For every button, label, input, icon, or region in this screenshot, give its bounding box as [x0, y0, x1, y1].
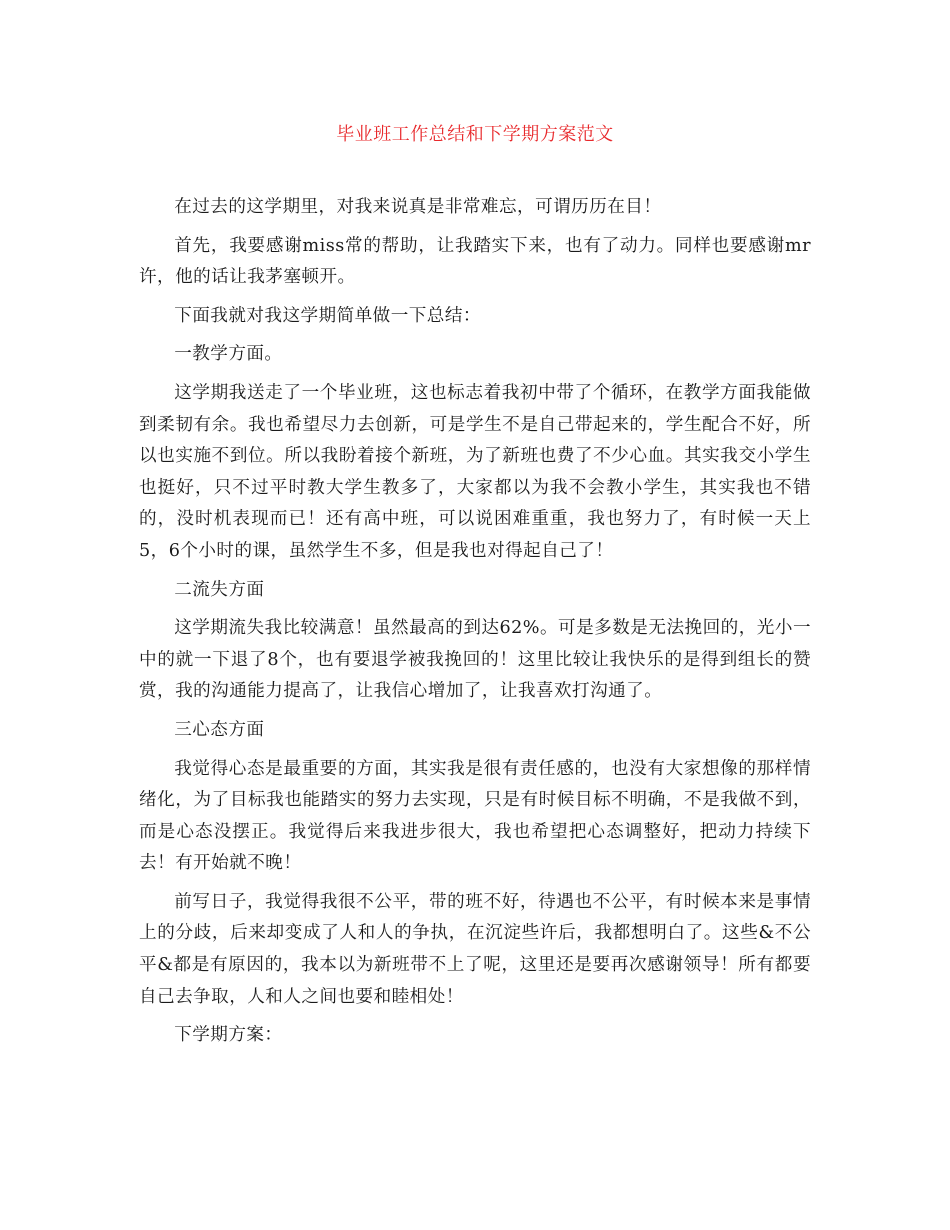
paragraph-attrition: 这学期流失我比较满意！虽然最高的到达62%。可是多数是无法挽回的，光小一中的就一下退了8个，也有要退学被我挽回的！这里比较让我快乐的是得到组长的赞赏，我的沟通能力提高了，让我信心增加了，让我喜欢打沟通了。 [139, 618, 811, 702]
section-heading-next-term-plan: 下学期方案： [174, 1025, 283, 1046]
section-heading-attrition: 二流失方面 [174, 579, 265, 600]
paragraph-fairness: 前写日子，我觉得我很不公平，带的班不好，待遇也不公平，有时候本来是事情上的分歧，后来却变成了人和人的争执，在沉淀些许后，我都想明白了。这些&不公平&都是有原因的，我本以为新班带不上了呢，这里还是要再次感谢领导！所有都要自己去争取，人和人之间也要和睦相处！ [139, 891, 811, 1007]
document-body [139, 192, 811, 1059]
document-title: 毕业班工作总结和下学期方案范文 [336, 124, 614, 145]
paragraph-thanks: 首先，我要感谢miss常的帮助，让我踏实下来，也有了动力。同样也要感谢mr许，他的话让我茅塞顿开。 [139, 235, 811, 288]
section-heading-teaching: 一教学方面。 [174, 344, 283, 365]
section-heading-mindset: 三心态方面 [174, 719, 265, 740]
paragraph-intro: 在过去的这学期里，对我来说真是非常难忘，可谓历历在目！ [174, 197, 662, 217]
paragraph-summary-lead: 下面我就对我这学期简单做一下总结： [174, 305, 481, 326]
paragraph-teaching: 这学期我送走了一个毕业班，这也标志着我初中带了个循环，在教学方面我能做到柔韧有余。我也希望尽力去创新，可是学生不是自己带起来的，学生配合不好，所以也实施不到位。所以我盼着接个新班，为了新班也费了不少心血。其实我交小学生也挺好，只不过平时教大学生教多了，大家都以为我不会教小学生，其实我也不错的，没时机表现而已！还有高中班，可以说困难重重，我也努力了，有时候一天上5，6个小时的课，虽然学生不多，但是我也对得起自己了！ [139, 382, 811, 561]
paragraph-mindset: 我觉得心态是最重要的方面，其实我是很有责任感的，也没有大家想像的那样情绪化，为了目标我也能踏实的努力去实现，只是有时候目标不明确，不是我做不到，而是心态没摆正。我觉得后来我进步很大，我也希望把心态调整好，把动力持续下去！有开始就不晚！ [139, 758, 811, 874]
